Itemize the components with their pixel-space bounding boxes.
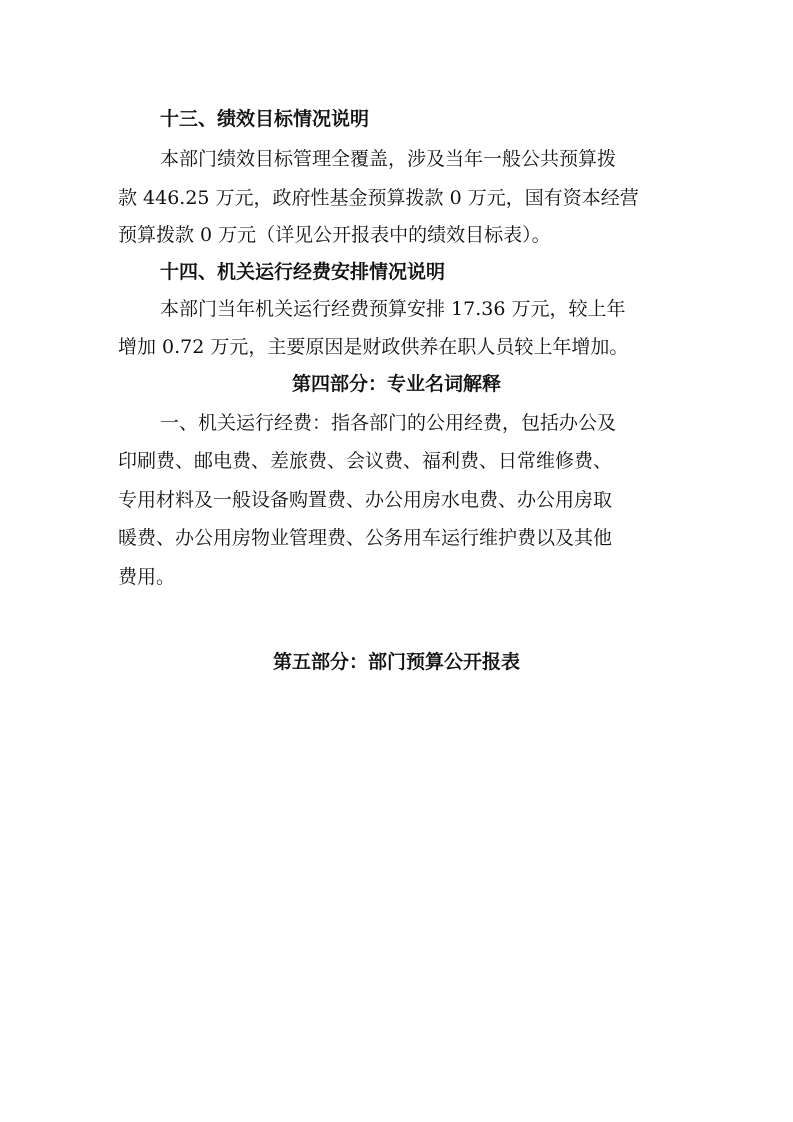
- section-13-line-1: 本部门绩效目标管理全覆盖，涉及当年一般公共预算拨: [160, 148, 617, 170]
- section-14-line-2: 增加 0.72 万元，主要原因是财政供养在职人员较上年增加。: [118, 336, 629, 358]
- section-13-line-3: 预算拨款 0 万元（详见公开报表中的绩效目标表）。: [118, 224, 551, 246]
- part-5-heading: 第五部分：部门预算公开报表: [272, 651, 520, 673]
- part-4-line-3: 专用材料及一般设备购置费、办公用房水电费、办公用房取: [118, 489, 613, 511]
- part-4-line-5: 费用。: [118, 566, 176, 588]
- section-13-heading: 十三、绩效目标情况说明: [160, 108, 370, 130]
- part-4-line-4: 暖费、办公用房物业管理费、公务用车运行维护费以及其他: [118, 527, 613, 549]
- part-4-line-2: 印刷费、邮电费、差旅费、会议费、福利费、日常维修费、: [118, 450, 613, 472]
- section-14-line-1: 本部门当年机关运行经费预算安排 17.36 万元，较上年: [160, 298, 626, 320]
- section-14-heading: 十四、机关运行经费安排情况说明: [160, 261, 446, 283]
- part-4-line-1: 一、机关运行经费：指各部门的公用经费，包括办公及: [160, 412, 617, 434]
- part-4-heading: 第四部分：专业名词解释: [291, 373, 501, 395]
- section-13-line-2: 款 446.25 万元，政府性基金预算拨款 0 万元，国有资本经营: [118, 187, 639, 209]
